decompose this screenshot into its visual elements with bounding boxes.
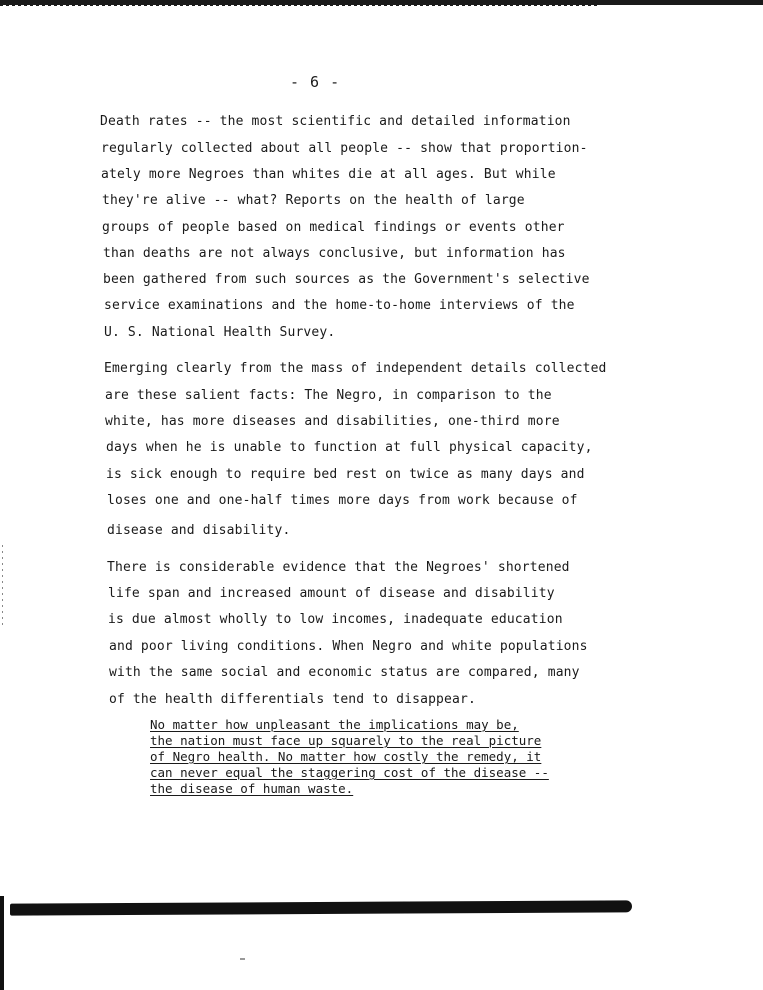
scan-margin-ticks [2, 545, 3, 625]
bottom-scan-bar [10, 900, 632, 915]
text-line: There is considerable evidence that the Negroes' shortened [107, 560, 570, 575]
text-line: been gathered from such sources as the Government's selective [103, 272, 590, 287]
top-scan-dots [0, 3, 600, 6]
text-line: regularly collected about all people -- show that proportion- [101, 141, 588, 156]
left-scan-edge [0, 896, 4, 990]
quote-line: No matter how unpleasant the implications may be, [150, 717, 519, 732]
text-line: with the same social and economic status are compared, many [109, 665, 580, 680]
text-line: life span and increased amount of disease and disability [108, 586, 555, 601]
text-line: service examinations and the home-to-home interviews of the [104, 298, 575, 313]
quote-line: of Negro health. No matter how costly the remedy, it [150, 749, 542, 764]
page-number: - 6 - [290, 73, 341, 91]
text-line: Death rates -- the most scientific and detailed information [100, 114, 571, 129]
text-line: groups of people based on medical findings or events other [102, 220, 565, 235]
text-line: and poor living conditions. When Negro and white populations [109, 639, 588, 654]
text-line: disease and disability. [107, 523, 291, 538]
text-line: loses one and one-half times more days from work because of [107, 493, 578, 508]
text-line: are these salient facts: The Negro, in comparison to the [105, 388, 552, 403]
text-line: ately more Negroes than whites die at all ages. But while [101, 167, 556, 182]
text-line: they're alive -- what? Reports on the health of large [102, 193, 525, 208]
text-line: of the health differentials tend to disappear. [109, 692, 476, 707]
quote-line: the disease of human waste. [150, 781, 354, 796]
text-line: is sick enough to require bed rest on twice as many days and [106, 467, 585, 482]
text-line: days when he is unable to function at full physical capacity, [106, 440, 593, 455]
text-line: is due almost wholly to low incomes, inadequate education [108, 612, 563, 627]
quote-line: can never equal the staggering cost of the disease -- [150, 765, 549, 780]
text-line: white, has more diseases and disabilities, one-third more [105, 414, 560, 429]
text-line: Emerging clearly from the mass of independent details collected [104, 361, 607, 376]
scan-speck [240, 958, 245, 960]
quote-line: the nation must face up squarely to the real picture [150, 733, 542, 748]
text-line: U. S. National Health Survey. [104, 325, 336, 340]
text-line: than deaths are not always conclusive, but information has [103, 246, 566, 261]
